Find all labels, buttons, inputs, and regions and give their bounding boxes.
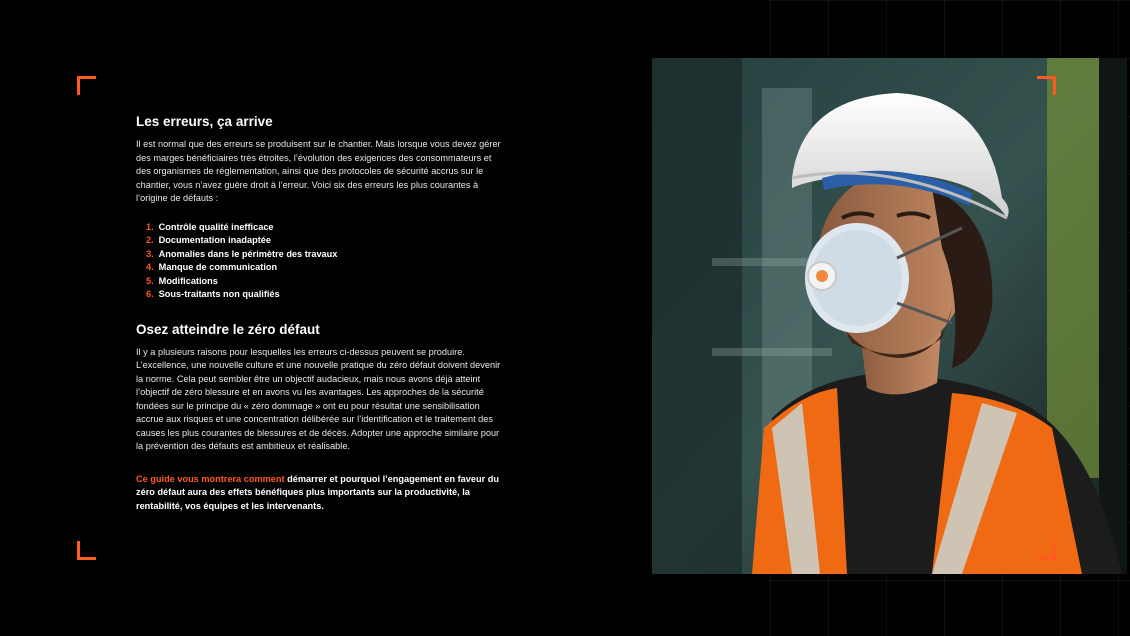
section-title-errors: Les erreurs, ça arrive bbox=[136, 114, 273, 129]
error-list-item bbox=[146, 261, 501, 275]
closing-rest-text: démarrer et pourquoi l’engagement en faveur du zéro défaut aura des effets bénéfiques plus importants sur la productivité, la rentabilité, vos équipes et les intervenants. bbox=[136, 473, 499, 511]
construction-worker-photo bbox=[652, 58, 1127, 574]
list-item-text: Anomalies dans le périmètre des travaux bbox=[158, 248, 338, 259]
list-number: 2. bbox=[146, 235, 154, 245]
list-number: 5. bbox=[146, 275, 154, 286]
section-paragraph-zero-defect: Il y a plusieurs raisons pour lesquelles les erreurs ci-dessus peuvent se produire. L’excellence, une nouvelle culture et une nouvelle pratique du zéro défaut doivent devenir la norme. Cela peut sembler être un objectif audacieux, mais nous avons déjà atteint l’objectif de zéro blessure et en avons vu les avantages. Les approches de la sécurité fondées sur le principe du « zéro dommage » ont eu pour résultat une sensibilisation accrue aux risques et une concentration délibérée sur l’identification et le traitement des causes les plus courantes de blessures et de décès. Adopter une approche similaire pour la prévention des défauts est ambitieux et réalisable. bbox=[136, 346, 501, 451]
error-list-item bbox=[146, 221, 501, 235]
error-list-item bbox=[146, 234, 501, 248]
list-item-text: Documentation inadaptée bbox=[158, 235, 271, 245]
error-list-item bbox=[146, 275, 501, 289]
error-list bbox=[146, 221, 501, 302]
section-title-zero-defect: Osez atteindre le zéro défaut bbox=[136, 321, 320, 337]
corner-bracket-top-left bbox=[77, 76, 96, 95]
list-number: 3. bbox=[146, 248, 154, 259]
corner-bracket-bottom-right bbox=[1037, 541, 1056, 560]
list-number: 1. bbox=[146, 221, 154, 232]
list-item-text: Manque de communication bbox=[158, 262, 278, 272]
list-item-text: Sous-traitants non qualifiés bbox=[158, 289, 280, 299]
closing-accent-text: Ce guide vous montrera comment bbox=[136, 473, 285, 484]
corner-bracket-bottom-left bbox=[77, 541, 96, 560]
list-item-text: Modifications bbox=[158, 275, 218, 286]
section-paragraph-errors: Il est normal que des erreurs se produisent sur le chantier. Mais lorsque vous devez gérer des marges bénéficiaires très étroites, l’évolution des exigences des consommateurs et des organismes de réglementation, ainsi que des protocoles de sécurité accrus sur le chantier, vous n’avez guère droit à l’erreur. Voici six des erreurs les plus courantes à l’origine de défauts : bbox=[136, 139, 501, 203]
closing-statement bbox=[136, 473, 501, 514]
error-list-item bbox=[146, 288, 501, 302]
corner-bracket-top-right bbox=[1037, 76, 1056, 95]
list-number: 4. bbox=[146, 262, 154, 272]
text-column bbox=[136, 114, 501, 513]
error-list-item bbox=[146, 248, 501, 262]
list-item-text: Contrôle qualité inefficace bbox=[158, 221, 274, 232]
list-number: 6. bbox=[146, 289, 154, 299]
